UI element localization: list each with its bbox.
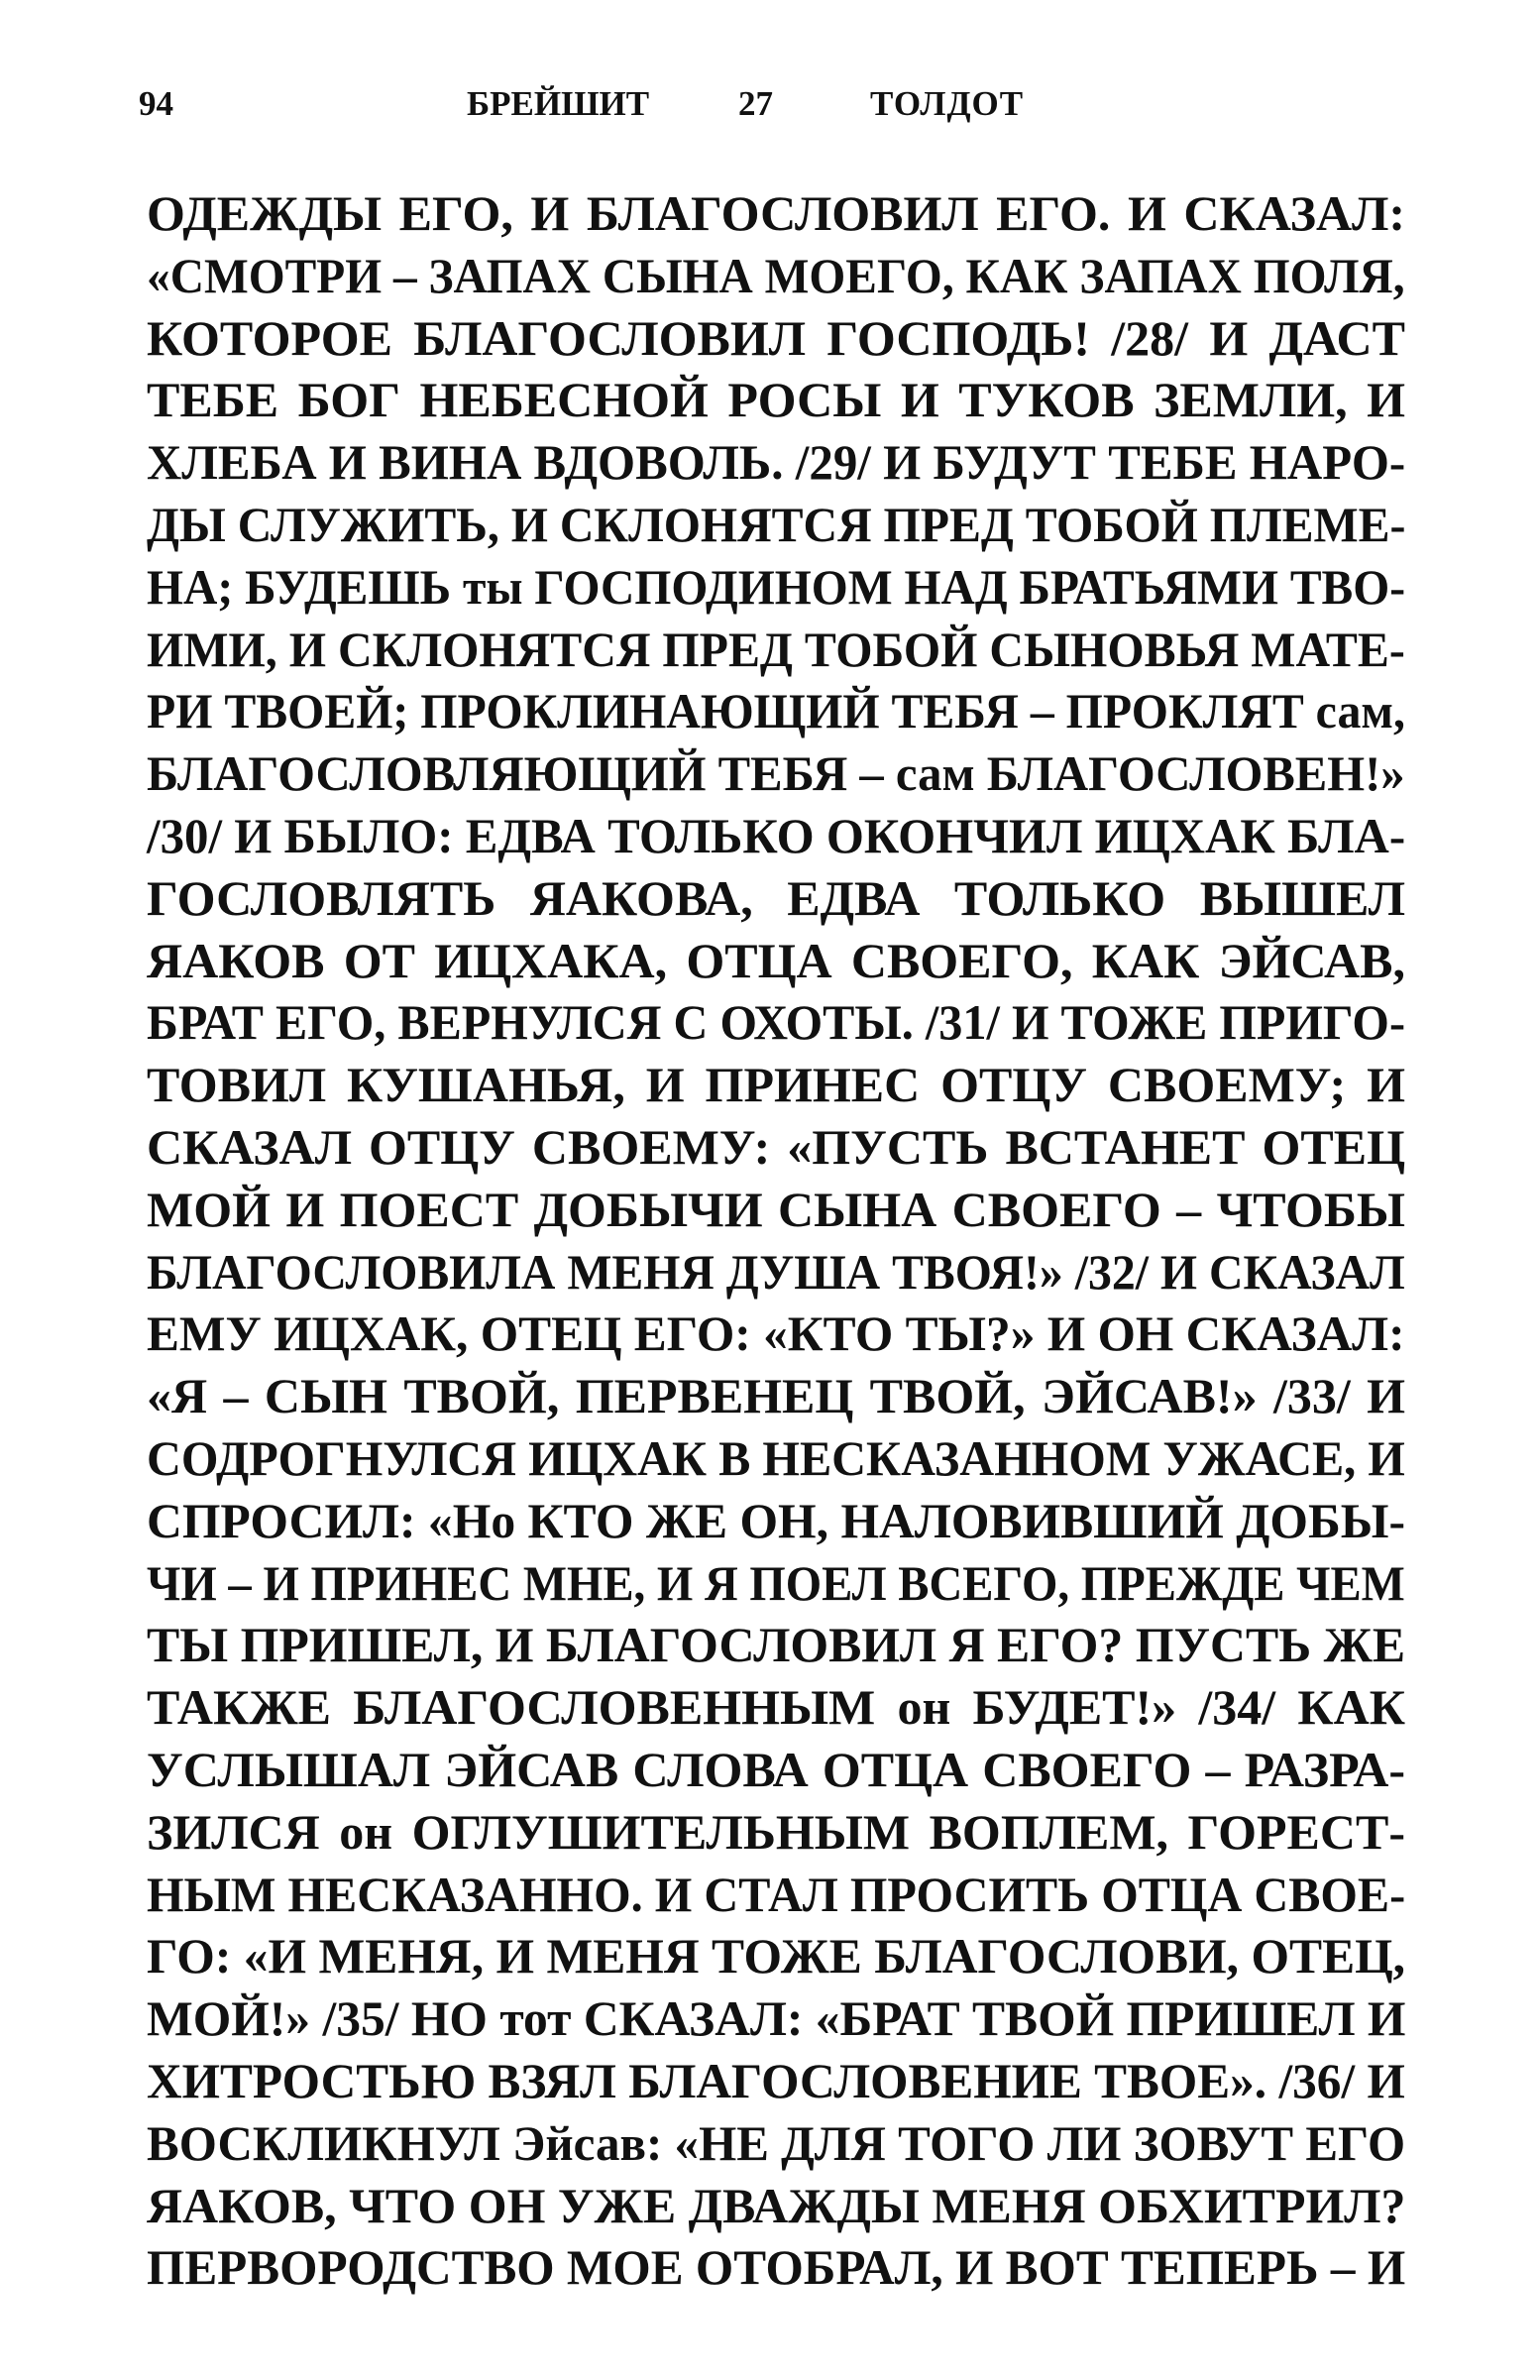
text-line: ЗИЛСЯ он ОГЛУШИТЕЛЬНЫМ ВОПЛЕМ, ГОРЕСТ- <box>147 1803 1405 1860</box>
text-line: МОЙ!» /35/ НО тот СКАЗАЛ: «БРАТ ТВОЙ ПРИШЕЛ И <box>147 1990 1406 2047</box>
text-line: ХЛЕБА И ВИНА ВДОВОЛЬ. /29/ И БУДУТ ТЕБЕ НАРО- <box>147 434 1406 491</box>
text-line: «Я – СЫН ТВОЙ, ПЕРВЕНЕЦ ТВОЙ, ЭЙСАВ!» /33/ И <box>147 1368 1405 1424</box>
text-line: ЯАКОВ ОТ ИЦХАКА, ОТЦА СВОЕГО, КАК ЭЙСАВ, <box>147 932 1405 988</box>
text-line: ТЫ ПРИШЕЛ, И БЛАГОСЛОВИЛ Я ЕГО? ПУСТЬ ЖЕ <box>147 1617 1406 1673</box>
text-line: МОЙ И ПОЕСТ ДОБЫЧИ СЫНА СВОЕГО – ЧТОБЫ <box>147 1181 1405 1237</box>
text-line: НА; БУДЕШЬ ты ГОСПОДИНОМ НАД БРАТЬЯМИ ТВО- <box>147 558 1406 615</box>
text-line: ПЕРВОРОДСТВО МОЕ ОТОБРАЛ, И ВОТ ТЕПЕРЬ – И <box>147 2239 1406 2296</box>
body-text <box>147 182 1405 2299</box>
text-line: РИ ТВОЕЙ; ПРОКЛИНАЮЩИЙ ТЕБЯ – ПРОКЛЯТ сам, <box>147 683 1405 739</box>
text-line: КОТОРОЕ БЛАГОСЛОВИЛ ГОСПОДЬ! /28/ И ДАСТ <box>147 309 1405 366</box>
text-line: ХИТРОСТЬЮ ВЗЯЛ БЛАГОСЛОВЕНИЕ ТВОЕ». /36/ И <box>147 2052 1405 2108</box>
text-line: ИМИ, И СКЛОНЯТСЯ ПРЕД ТОБОЙ СЫНОВЬЯ МАТЕ- <box>147 621 1405 677</box>
text-line: НЫМ НЕСКАЗАННО. И СТАЛ ПРОСИТЬ ОТЦА СВОЕ- <box>147 1866 1406 1922</box>
book-name: БРЕЙШИТ <box>467 84 650 123</box>
text-line: ОДЕЖДЫ ЕГО, И БЛАГОСЛОВИЛ ЕГО. И СКАЗАЛ: <box>147 185 1405 241</box>
page-number: 94 <box>139 84 173 123</box>
text-line: БРАТ ЕГО, ВЕРНУЛСЯ С ОХОТЫ. /31/ И ТОЖЕ ПРИГО- <box>147 994 1406 1051</box>
text-line: ЯАКОВ, ЧТО ОН УЖЕ ДВАЖДЫ МЕНЯ ОБХИТРИЛ? <box>147 2177 1406 2233</box>
text-line: /30/ И БЫЛО: ЕДВА ТОЛЬКО ОКОНЧИЛ ИЦХАК БЛА- <box>147 807 1406 863</box>
text-line: ДЫ СЛУЖИТЬ, И СКЛОНЯТСЯ ПРЕД ТОБОЙ ПЛЕМЕ- <box>147 496 1406 552</box>
text-line: ЧИ – И ПРИНЕС МНЕ, И Я ПОЕЛ ВСЕГО, ПРЕЖДЕ ЧЕМ <box>147 1554 1405 1611</box>
text-line: ТАКЖЕ БЛАГОСЛОВЕННЫМ он БУДЕТ!» /34/ КАК <box>147 1679 1405 1736</box>
running-header <box>139 79 1090 129</box>
text-line: БЛАГОСЛОВИЛА МЕНЯ ДУША ТВОЯ!» /32/ И СКАЗАЛ <box>147 1243 1405 1300</box>
text-line: ТОВИЛ КУШАНЬЯ, И ПРИНЕС ОТЦУ СВОЕМУ; И <box>147 1057 1405 1113</box>
chapter-number: 27 <box>738 84 773 123</box>
text-line: ЕМУ ИЦХАК, ОТЕЦ ЕГО: «КТО ТЫ?» И ОН СКАЗАЛ: <box>147 1305 1405 1362</box>
text-line: ВОСКЛИКНУЛ Эйсав: «НЕ ДЛЯ ТОГО ЛИ ЗОВУТ ЕГО <box>147 2114 1406 2171</box>
text-line: СПРОСИЛ: «Но КТО ЖЕ ОН, НАЛОВИВШИЙ ДОБЫ- <box>147 1492 1405 1548</box>
text-line: ГО: «И МЕНЯ, И МЕНЯ ТОЖЕ БЛАГОСЛОВИ, ОТЕЦ, <box>147 1928 1406 1984</box>
text-line: СОДРОГНУЛСЯ ИЦХАК В НЕСКАЗАННОМ УЖАСЕ, И <box>147 1429 1405 1486</box>
text-line: УСЛЫШАЛ ЭЙСАВ СЛОВА ОТЦА СВОЕГО – РАЗРА- <box>147 1741 1405 1797</box>
text-line: БЛАГОСЛОВЛЯЮЩИЙ ТЕБЯ – сам БЛАГОСЛОВЕН!» <box>147 745 1405 802</box>
text-line: «СМОТРИ – ЗАПАХ СЫНА МОЕГО, КАК ЗАПАХ ПОЛЯ, <box>147 247 1405 303</box>
text-line: ГОСЛОВЛЯТЬ ЯАКОВА, ЕДВА ТОЛЬКО ВЫШЕЛ <box>147 869 1405 926</box>
text-line: СКАЗАЛ ОТЦУ СВОЕМУ: «ПУСТЬ ВСТАНЕТ ОТЕЦ <box>147 1118 1405 1175</box>
portion-name: ТОЛДОТ <box>870 84 1025 123</box>
text-line: ТЕБЕ БОГ НЕБЕСНОЙ РОСЫ И ТУКОВ ЗЕМЛИ, И <box>147 372 1405 428</box>
